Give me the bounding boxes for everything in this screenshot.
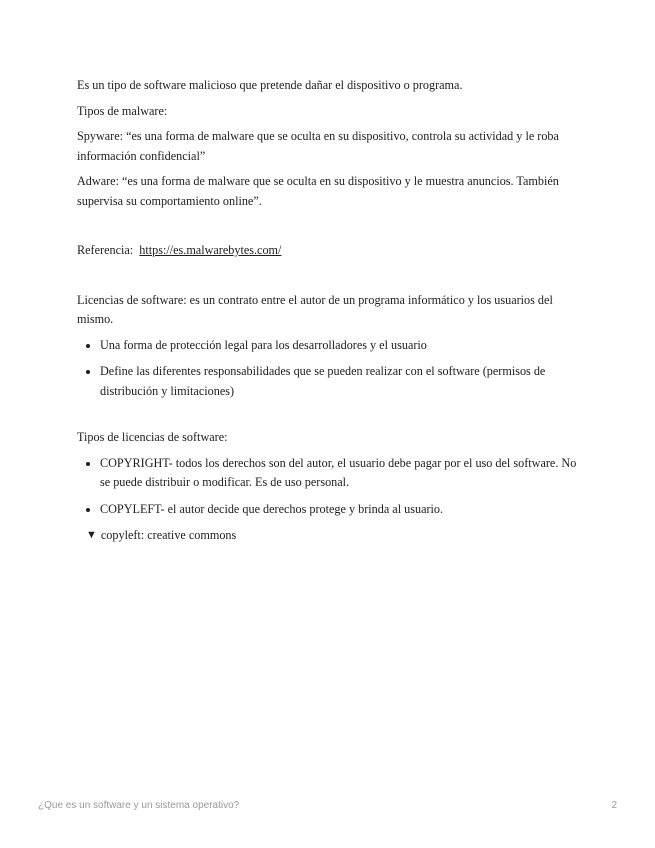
spacer <box>77 217 577 241</box>
license-points-list <box>77 336 577 402</box>
copyleft-toggle[interactable] <box>86 526 577 546</box>
reference-link[interactable]: https://es.malwarebytes.com/ <box>139 243 282 257</box>
reference-paragraph <box>77 241 577 261</box>
footer-title: ¿Que es un software y un sistema operativo? <box>38 800 240 811</box>
reference-label: Referencia: <box>77 243 134 257</box>
licenses-intro-paragraph: Licencias de software: es un contrato entre el autor de un programa informático y los usuarios del mismo. <box>77 292 553 326</box>
list-item: COPYLEFT- el autor decide que derechos protege y brinda al usuario. <box>100 500 577 520</box>
spacer <box>77 408 577 428</box>
page-number: 2 <box>611 800 617 811</box>
malware-types-heading: Tipos de malware: <box>77 103 168 118</box>
spyware-paragraph: Spyware: “es una forma de malware que se oculta en su dispositivo, controla su actividad y le roba información confidencial” <box>77 129 559 163</box>
list-item: Define las diferentes responsabilidades que se pueden realizar con el software (permisos de distribución y limitaciones) <box>100 362 577 401</box>
list-item: COPYRIGHT- todos los derechos son del autor, el usuario debe pagar por el uso del software. No se puede distribuir o modificar. Es de uso personal. <box>100 454 577 493</box>
document-body <box>77 76 577 546</box>
adware-paragraph: Adware: “es una forma de malware que se oculta en su dispositivo y le muestra anuncios. También supervisa su comportamiento online”. <box>77 174 559 208</box>
triangle-down-icon: ▼ <box>86 529 97 542</box>
list-item: Una forma de protección legal para los desarrolladores y el usuario <box>100 336 577 356</box>
toggle-label: copyleft: creative commons <box>100 528 237 542</box>
license-types-heading: Tipos de licencias de software: <box>77 430 228 444</box>
intro-paragraph: Es un tipo de software malicioso que pretende dañar el dispositivo o programa. <box>77 78 463 92</box>
license-types-list <box>77 454 577 520</box>
spacer <box>77 267 577 291</box>
